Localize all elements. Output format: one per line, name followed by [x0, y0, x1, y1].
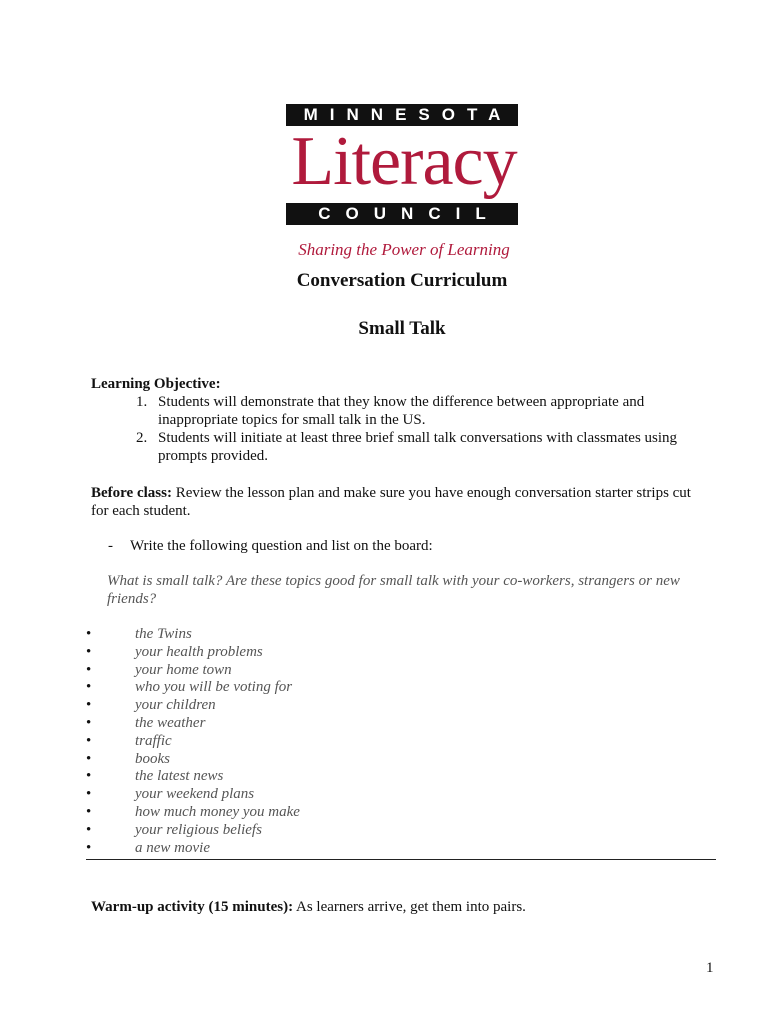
topic-label: the Twins: [135, 626, 192, 642]
bullet-icon: •: [86, 732, 92, 749]
page-number: 1: [706, 960, 714, 976]
dash-marker: -: [108, 538, 113, 554]
objective-number: 1.: [136, 394, 148, 410]
instruction-line: [108, 537, 433, 555]
bullet-icon: •: [86, 839, 92, 856]
bullet-icon: •: [86, 803, 92, 820]
topic-label: how much money you make: [135, 803, 300, 820]
topic-label: your weekend plans: [135, 786, 255, 803]
logo-bottom-bar: COUNCIL: [286, 203, 518, 225]
bullet-icon: •: [86, 643, 92, 660]
topic-label: the weather: [135, 714, 206, 731]
topic-label: a new movie: [135, 839, 210, 856]
bullet-icon: •: [86, 626, 92, 642]
document-title: Conversation Curriculum: [296, 270, 508, 291]
bullet-icon: •: [86, 714, 92, 731]
bullet-icon: •: [86, 786, 92, 803]
topic-label: the latest news: [135, 768, 224, 785]
warmup-label: Warm-up activity (15 minutes):: [91, 899, 294, 915]
logo-tagline: Sharing the Power of Learning: [298, 240, 510, 259]
bullet-icon: •: [86, 750, 92, 767]
topic-label: your health problems: [135, 643, 263, 660]
lesson-title: Small Talk: [358, 318, 446, 339]
bullet-icon: •: [86, 768, 92, 785]
instruction-text: Write the following question and list on the board:: [130, 538, 433, 554]
horizontal-divider: [86, 859, 716, 860]
objective-text: Students will demonstrate that they know the difference between appropriate and inappropriate topics for small talk in the US.: [158, 394, 645, 428]
warmup-text: As learners arrive, get them into pairs.: [293, 899, 526, 915]
bullet-icon: •: [86, 679, 92, 696]
logo-top-bar: MINNESOTA: [286, 104, 518, 126]
topic-label: books: [135, 750, 170, 767]
learning-objective-heading: Learning Objective:: [91, 376, 221, 392]
warmup-paragraph: [91, 898, 526, 916]
before-class-label: Before class:: [91, 485, 172, 501]
bullet-icon: •: [86, 697, 92, 714]
logo-wordmark: Literacy: [291, 123, 517, 200]
before-class-text: Review the lesson plan and make sure you have enough conversation starter strips cut for each student.: [91, 485, 691, 519]
topic-label: traffic: [135, 732, 172, 749]
bullet-icon: •: [86, 821, 92, 838]
discussion-question: What is small talk? Are these topics good for small talk with your co-workers, strangers or new friends?: [107, 573, 680, 607]
objective-text: Students will initiate at least three brief small talk conversations with classmates using prompts provided.: [158, 430, 678, 464]
bullet-icon: •: [86, 661, 92, 678]
topic-label: who you will be voting for: [135, 679, 293, 696]
minnesota-literacy-council-logo: [284, 102, 524, 264]
before-class-paragraph: [91, 484, 711, 520]
topic-label: your home town: [135, 661, 232, 678]
topic-label: your religious beliefs: [135, 821, 262, 838]
objective-number: 2.: [136, 430, 148, 446]
topic-label: your children: [135, 697, 216, 714]
